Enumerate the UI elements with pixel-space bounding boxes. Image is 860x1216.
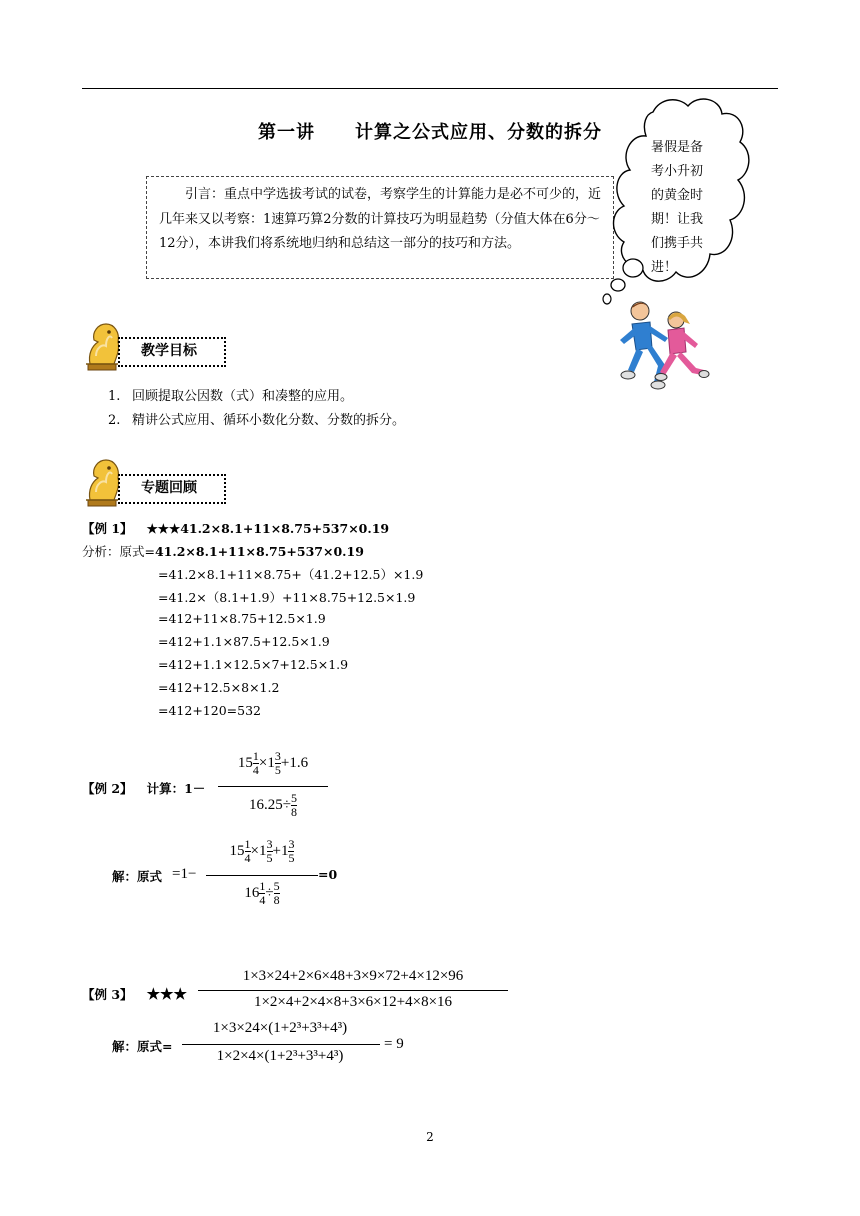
example1-step: =412+1.1×12.5×7+12.5×1.9 — [158, 657, 349, 672]
section-objectives-heading: 教学目标 — [118, 337, 226, 367]
example2-solution-label: 解：原式 — [112, 869, 163, 884]
fraction-bar — [198, 990, 508, 991]
example3-solution-numerator: 1×3×24×(1+2³+3³+4³) — [212, 1020, 348, 1036]
example1-step: =412+1.1×87.5+12.5×1.9 — [158, 634, 330, 649]
example1-step: =412+12.5×8×1.2 — [158, 680, 280, 695]
example2-solution-numerator: 15 $\frac{1}{4}$ ×1 $\frac{3}{5}$ +1 $\frac{3}{5}$ — [229, 837, 295, 865]
example3-question-numerator: 1×3×24+2×6×48+3×9×72+4×12×96 — [242, 968, 464, 984]
example1-analysis: 分析：原式=41.2×8.1+11×8.75+537×0.19 — [82, 544, 364, 559]
lecture-number: 第一讲 — [258, 122, 315, 143]
example1-step: =412+120=532 — [158, 703, 261, 718]
running-kids-icon — [610, 298, 710, 390]
example3-result: = 9 — [384, 1036, 404, 1052]
lecture-subtitle: 计算之公式应用、分数的拆分 — [355, 122, 602, 143]
example2-solution-denominator: 16 $\frac{1}{4}$ ÷ $\frac{5}{8}$ — [244, 879, 280, 907]
fraction-bar — [206, 875, 318, 876]
list-item: 1. 回顾提取公因数（式）和凑整的应用。 — [108, 389, 354, 404]
list-item: 2. 精讲公式应用、循环小数化分数、分数的拆分。 — [108, 413, 406, 428]
example2-result: =0 — [318, 867, 338, 882]
example1-step: =41.2×8.1+11×8.75+（41.2+12.5）×1.9 — [158, 567, 424, 582]
section-review-heading: 专题回顾 — [118, 474, 226, 504]
example3-label: 【例 3】 ★★★ — [82, 985, 187, 1003]
example1-step: =41.2×（8.1+1.9）+11×8.75+12.5×1.9 — [158, 590, 416, 605]
example3-solution-label: 解：原式= — [112, 1039, 173, 1054]
example2-question-denominator: 16.25÷ $\frac{5}{8}$ — [249, 791, 297, 819]
intro-box: 引言：重点中学选拔考试的试卷，考察学生的计算能力是必不可少的，近几年来又以考察：1速算巧算2分数的计算技巧为明显趋势（分值大体在6分～12分），本讲我们将系统地归纳和总结这一部分的技巧和方法。 — [146, 176, 614, 279]
fraction-bar — [218, 786, 328, 787]
example3-question-denominator: 1×2×4+2×4×8+3×6×12+4×8×16 — [253, 994, 453, 1010]
example2-one-minus: =1− — [172, 866, 197, 882]
cloud-text: 暑假是备 考小升初 的黄金时 期！让我 们携手共 进！ — [651, 140, 704, 275]
example3-solution-denominator: 1×2×4×(1+2³+3³+4³) — [216, 1048, 344, 1064]
example1-step: =412+11×8.75+12.5×1.9 — [158, 611, 326, 626]
example2-label: 【例 2】 计算：1－ — [82, 781, 206, 796]
header-rule — [82, 88, 778, 89]
example2-question-numerator: 15 $\frac{1}{4}$ ×1 $\frac{3}{5}$ +1.6 — [237, 749, 309, 777]
page-number: 2 — [426, 1130, 434, 1144]
objectives-list — [108, 385, 405, 433]
example1-problem: 【例 1】 ★★★41.2×8.1+11×8.75+537×0.19 — [82, 521, 390, 536]
fraction-bar — [182, 1044, 380, 1045]
